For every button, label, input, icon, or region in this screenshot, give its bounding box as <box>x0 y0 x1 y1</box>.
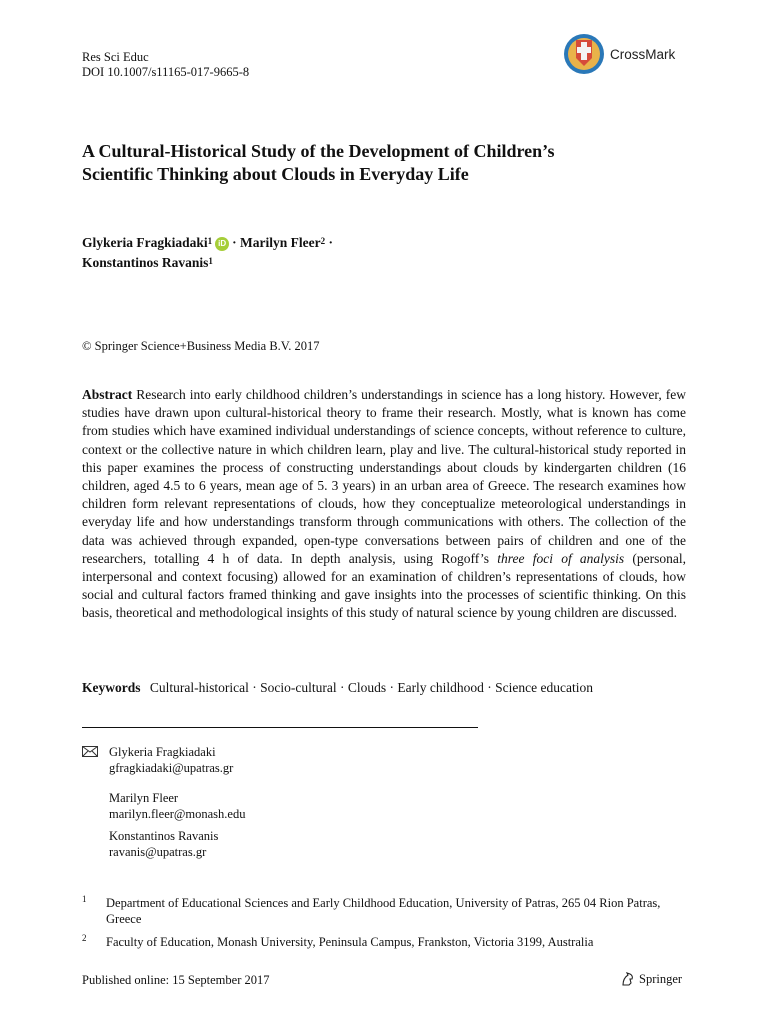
affiliation-item <box>82 934 682 950</box>
contact-name: Glykeria Fragkiadaki <box>109 745 216 759</box>
affiliation-text: Department of Educational Sciences and Early Childhood Education, University of Patras, 265 04 Rion Patras, Greece <box>106 896 661 926</box>
abstract-text: (personal, interpersonal and context focusing) allowed for an examination of children’s representations of clouds, how social and cultural factors framed thinking and gave insights into the processes of scientific thinking. On this basis, theoretical and methodological insights of this study of natural science by young children are discussed. <box>82 550 687 621</box>
author-name[interactable]: Glykeria Fragkiadaki <box>82 235 208 250</box>
orcid-icon[interactable]: iD <box>215 237 229 251</box>
keywords-list: Cultural-historical · Socio-cultural · Clouds · Early childhood · Science education <box>149 680 594 695</box>
footnote-divider <box>82 727 478 728</box>
keywords-label: Keywords <box>82 680 141 695</box>
abstract-italic-term: three foci of analysis <box>497 550 625 566</box>
journal-doi[interactable]: DOI 10.1007/s11165-017-9665-8 <box>82 65 250 79</box>
author-name[interactable]: Marilyn Fleer <box>240 235 321 250</box>
journal-name: Res Sci Educ <box>82 50 149 64</box>
crossmark-label: CrossMark <box>610 46 676 62</box>
author-list: Glykeria Fragkiadaki$^1$ iD · Marilyn Fleer$^2$ · Konstantinos Ravanis$^1$ <box>82 235 334 270</box>
affiliation-number: 2 <box>82 933 87 943</box>
abstract-label: Abstract <box>82 387 133 402</box>
affiliation-text: Faculty of Education, Monash University, Peninsula Campus, Frankston, Victoria 3199, Australia <box>106 935 594 949</box>
abstract-text: Research into early childhood children’s understandings in science has a long history. However, few studies have drawn upon cultural-historical theory to frame their research. Mostly, what is known has come from studies which have examined individual understandings of science concepts, without reference to culture, context or the collective nature in which children learn, play and live. The cultural-historical study reported in this paper examines the process of constructing understandings about clouds by kindergarten children (16 children, aged 4.5 to 6 years, mean age of 5. 3 years) in an urban area of Greece. The research examines how children form relevant representations of clouds, how they conceptualize meteorological understandings in everyday life and how understandings transform through communications with others. The collection of the data was achieved through expanded, open-type conversations between pairs of children and one of the researchers, totalling 4 h of data. In depth analysis, using Rogoff’s <box>82 387 686 566</box>
contact-email[interactable]: ravanis@upatras.gr <box>109 845 207 859</box>
springer-label: Springer <box>639 971 683 986</box>
journal-info <box>82 50 249 80</box>
author-affiliation-mark: 1 <box>207 236 213 246</box>
copyright-notice: © Springer Science+Business Media B.V. 2017 <box>82 339 320 353</box>
published-date: Published online: 15 September 2017 <box>82 973 270 987</box>
correspondence-entry <box>109 790 245 822</box>
correspondence-entry <box>109 828 245 860</box>
correspondence-block <box>82 744 245 860</box>
contact-email[interactable]: gfragkiadaki@upatras.gr <box>109 761 234 775</box>
keywords <box>82 680 686 696</box>
contact-email[interactable]: marilyn.fleer@monash.edu <box>109 807 246 821</box>
crossmark-badge[interactable] <box>562 32 675 76</box>
author-affiliation-mark: 2 <box>320 236 326 246</box>
affiliation-number: 1 <box>82 894 87 904</box>
springer-logo[interactable] <box>620 971 682 987</box>
crossmark-icon <box>562 32 606 76</box>
abstract <box>82 386 686 623</box>
envelope-icon <box>82 746 98 757</box>
correspondence-entry <box>109 744 245 776</box>
author-name[interactable]: Konstantinos Ravanis <box>82 255 209 270</box>
contact-name: Marilyn Fleer <box>109 791 179 805</box>
contact-name: Konstantinos Ravanis <box>109 829 219 843</box>
article-title: A Cultural-Historical Study of the Development of Children’s Scientific Thinking about Clouds in Everyday Life <box>82 141 555 184</box>
springer-horse-icon <box>620 971 636 987</box>
affiliation-item <box>82 895 682 927</box>
author-affiliation-mark: 1 <box>208 256 213 266</box>
